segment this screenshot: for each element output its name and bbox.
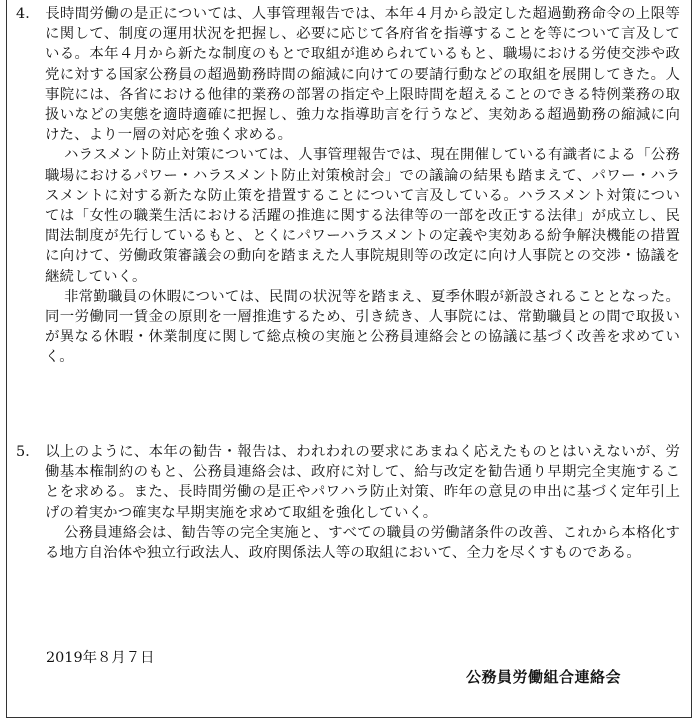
section-5-number: 5． — [16, 444, 40, 460]
section-4-paragraph-2: ハラスメント防止対策については、人事管理報告では、現在開催している有識者による「公務職場におけるパワー・ハラスメント防止対策検討会」での議論の結果も踏まえて、パワー・ハラスメントに対する新たな防止策を措置することについて言及している。ハラスメント対策については「女性の職業生活における活躍の推進に関する法律等の一部を改正する法律」が成立し、民間法制度が先行しているもと、とくにパワーハラスメントの定義や実効ある紛争解決機能の措置に向けて、労働政策審議会の動向を踏まえた人事院規則等の改定に向け人事院との交渉・協議を継続していく。 — [45, 147, 680, 285]
organization-signature: 公務員労働組合連絡会 — [466, 668, 622, 686]
section-4 — [16, 4, 680, 368]
section-4-paragraph-1 — [16, 4, 680, 145]
section-5-paragraph-2: 公務員連絡会は、勧告等の完全実施と、すべての職員の労働諸条件の改善、これから本格化する地方自治体や独立行政法人、政府関係法人等の取組において、全力を尽くすものである。 — [45, 524, 680, 562]
section-5-text-1: 以上のように、本年の勧告・報告は、われわれの要求にあまねく応えたものとはいえないが、労働基本権制約のもと、公務員連絡会は、政府に対して、給与改定を勧告通り早期完全実施することを求める。また、長時間労働の是正やパワハラ防止対策、昨年の意見の申出に基づく定年引上げの着実かつ確実な早期実施を求めて取組を強化していく。 — [45, 444, 680, 521]
document-date: 2019年８月７日 — [46, 650, 155, 666]
section-4-text-1: 長時間労働の是正については、人事管理報告では、本年４月から設定した超過勤務命令の上限等に関して、制度の運用状況を把握し、必要に応じて各府省を指導することを等について言及している。本年４月から新たな制度のもとで取組が進められているもと、職場における労使交渉や政党に対する国家公務員の超過勤務時間の縮減に向けての要請行動などの取組を展開してきた。人事院には、各省における他律的業務の部署の指定や上限時間を超えることのできる特例業務の取扱いなどの実態を適時適確に把握し、強力な指導助言を行うなど、実効ある超過勤務の縮減に向けた、より一層の対応を強く求める。 — [45, 6, 680, 144]
section-4-paragraph-3: 非常勤職員の休暇については、民間の状況等を踏まえ、夏季休暇が新設されることとなった。同一労働同一賃金の原則を一層推進するため、引き続き、人事院には、常勤職員との間で取扱いが異なる休暇・休業制度に関して総点検の実施と公務員連絡会との協議に基づく改善を求めていく。 — [45, 288, 680, 366]
section-4-number: 4． — [16, 6, 40, 22]
section-5-paragraph-1 — [16, 442, 680, 523]
section-5 — [16, 442, 680, 563]
